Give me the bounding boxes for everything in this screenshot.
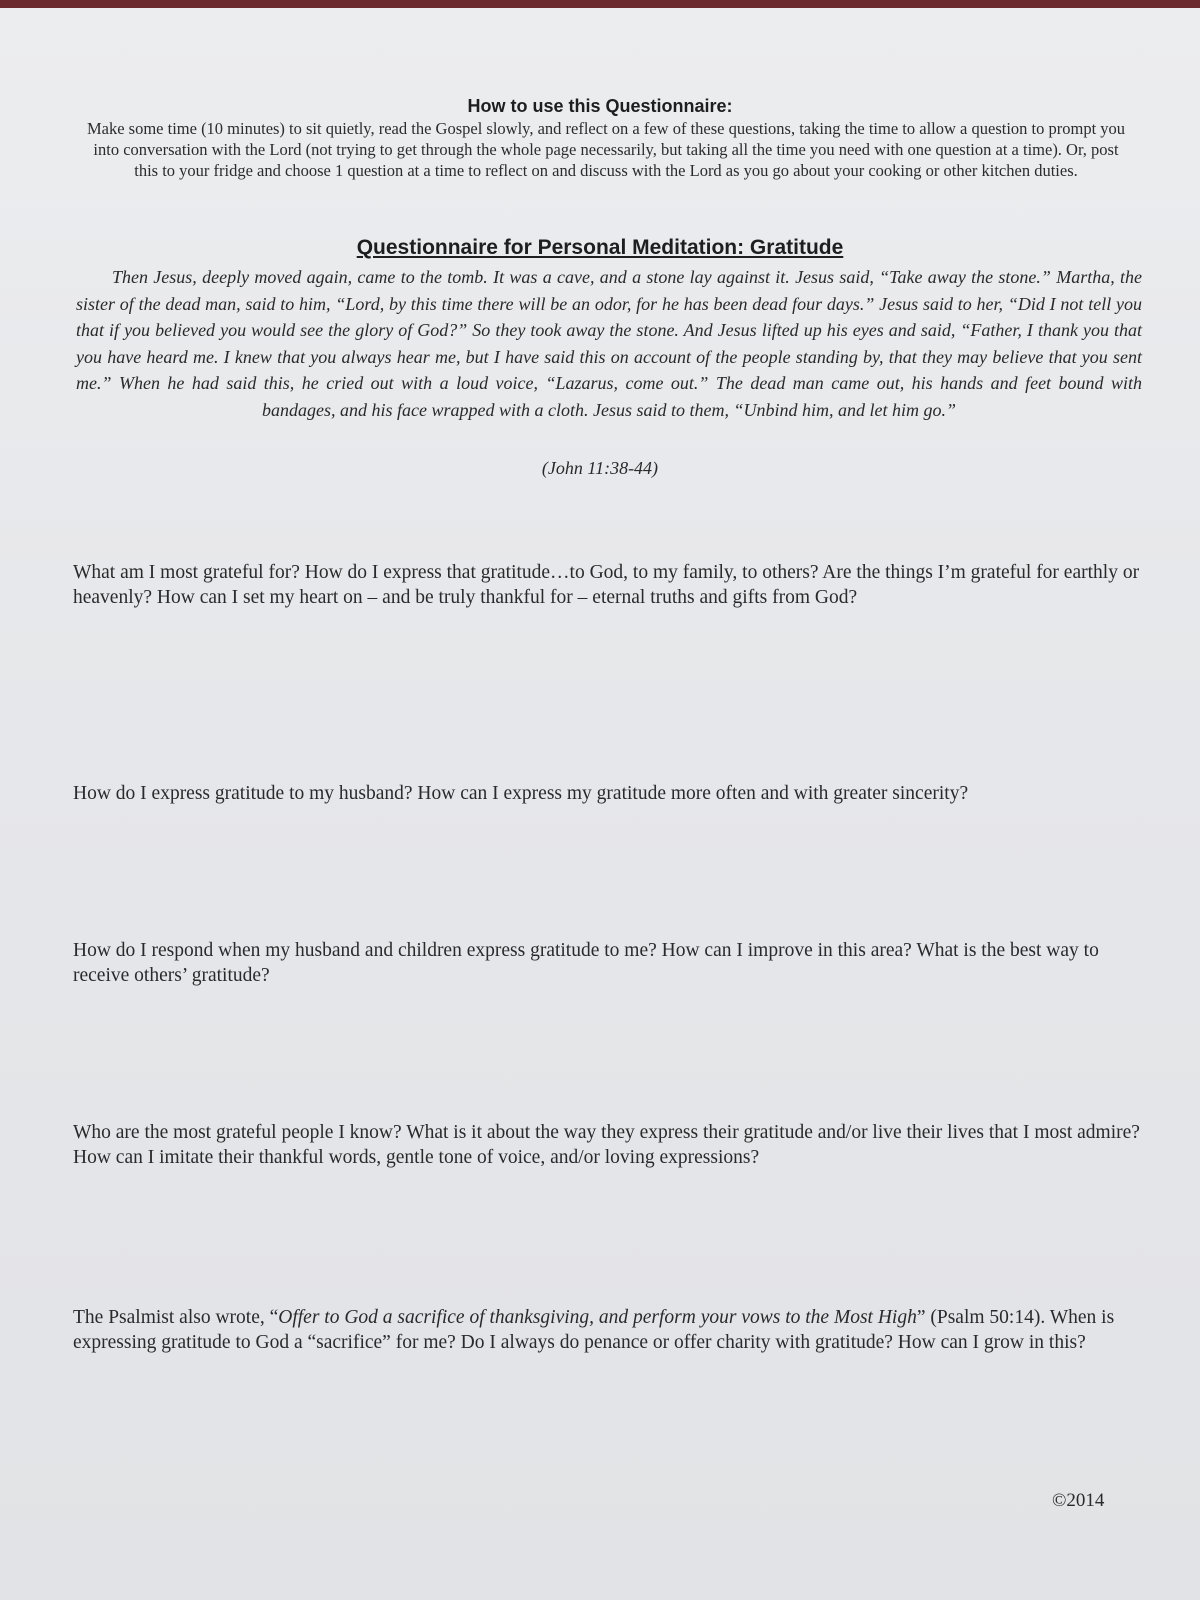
- how-to-use-instructions: Make some time (10 minutes) to sit quietly, read the Gospel slowly, and reflect on a few of these questions, taking the time to allow a question to prompt you into conversation with the Lord (not trying to get through the whole page necessarily, but taking all the time you need with one question at a time). Or, post this to your fridge and choose 1 question at a time to reflect on and discuss with the Lord as you go about your cooking or other kitchen duties.: [86, 119, 1126, 180]
- question-gratitude-sources: What am I most grateful for? How do I express that gratitude…to God, to my family, to others? Are the things I’m grateful for earthly or heavenly? How can I set my heart on – and be truly thankful for – eternal truths and gifts from God?: [73, 562, 1140, 608]
- psalm-followup: ” (Psalm 50:14). When is expressing gratitude to God a “sacrifice” for me? Do I always do penance or offer charity with gratitude? How can I grow in this?: [73, 1307, 1115, 1353]
- question-grateful-people: Who are the most grateful people I know? What is it about the way they express their gratitude and/or live their lives that I most admire? How can I imitate their thankful words, gentle tone of voice, and/or loving expressions?: [73, 1122, 1140, 1168]
- question-receiving-gratitude: How do I respond when my husband and children express gratitude to me? How can I improve in this area? What is the best way to receive others’ gratitude?: [73, 940, 1099, 986]
- questionnaire-page: [0, 8, 1200, 1600]
- question-psalm-sacrifice: [73, 1305, 1143, 1355]
- questionnaire-title: Questionnaire for Personal Meditation: Gratitude: [356, 236, 844, 259]
- copyright-notice: ©2014: [1052, 1490, 1105, 1511]
- gospel-citation: (John 11:38-44): [541, 458, 659, 478]
- psalm-quote: Offer to God a sacrifice of thanksgiving, and perform your vows to the Most High: [278, 1307, 917, 1328]
- how-to-use-heading: How to use this Questionnaire:: [467, 96, 733, 116]
- gospel-passage: Then Jesus, deeply moved again, came to the tomb. It was a cave, and a stone lay against it. Jesus said, “Take away the stone.” Martha, the sister of the dead man, said to him, “Lord, by this time there will be an odor, for he has been dead four days.” Jesus said to her, “Did I not tell you that if you believed you would see the glory of God?” So they took away the stone. And Jesus lifted up his eyes and said, “Father, I thank you that you have heard me. I knew that you always hear me, but I have said this on account of the people standing by, that they may believe that you sent me.” When he had said this, he cried out with a loud voice, “Lazarus, come out.” The dead man came out, his hands and feet bound with bandages, and his face wrapped with a cloth. Jesus said to them, “Unbind him, and let him go.”: [76, 267, 1142, 420]
- psalm-intro: The Psalmist also wrote, “: [73, 1307, 279, 1328]
- question-gratitude-husband: How do I express gratitude to my husband? How can I express my gratitude more often and with greater sincerity?: [73, 783, 969, 804]
